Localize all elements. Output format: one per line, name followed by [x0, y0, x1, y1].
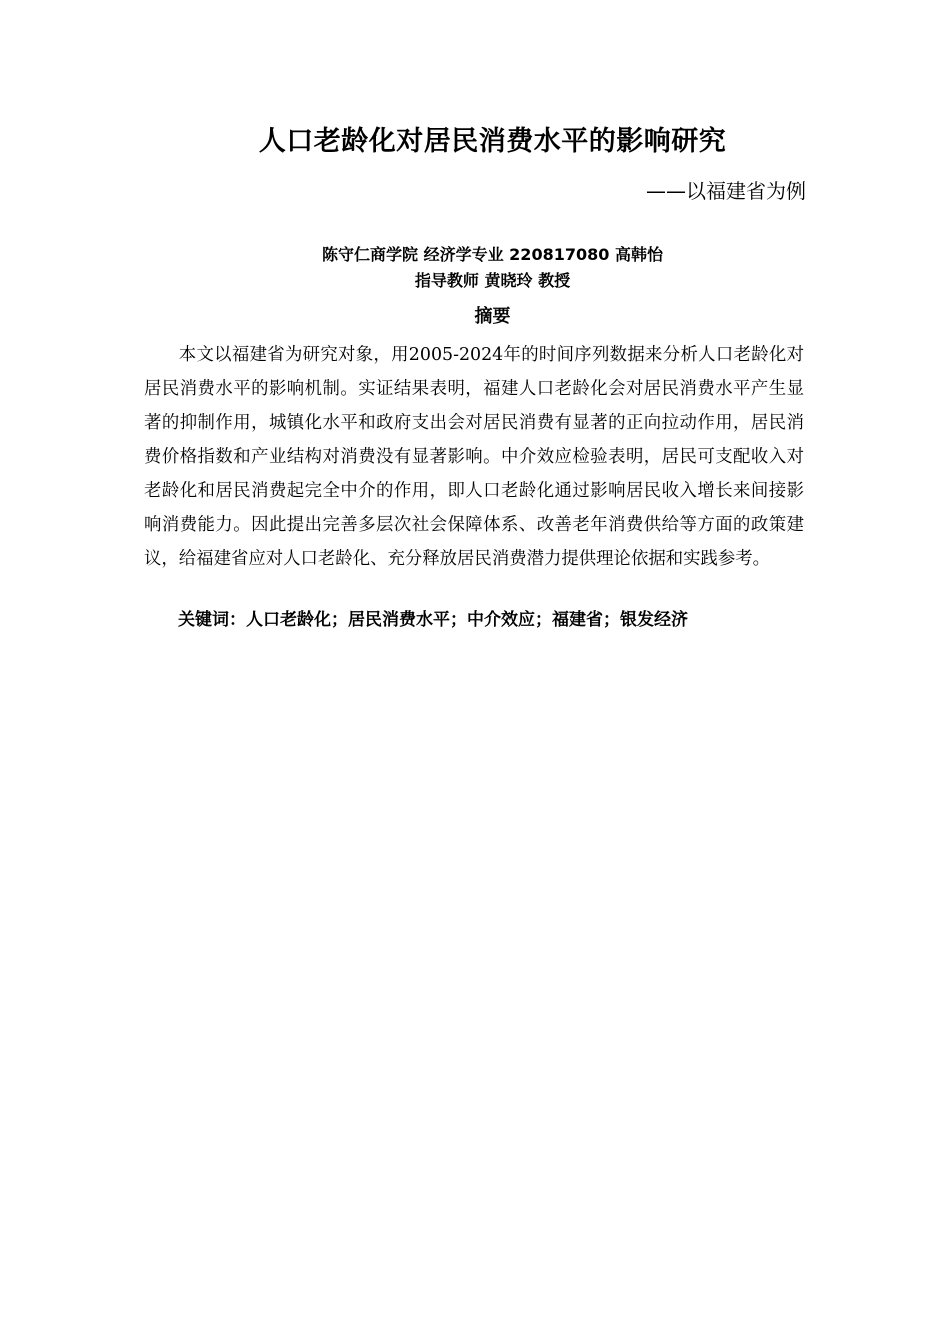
keywords-line: 关键词：人口老龄化；居民消费水平；中介效应；福建省；银发经济 [178, 610, 688, 630]
abstract-body: 本文以福建省为研究对象，用2005-2024年的时间序列数据来分析人口老龄化对居民消费水平的影响机制。实证结果表明，福建人口老龄化会对居民消费水平产生显著的抑制作用，城镇化水平和政府支出会对居民消费有显著的正向拉动作用，居民消费价格指数和产业结构对消费没有显著影响。中介效应检验表明，居民可支配收入对老龄化和居民消费起完全中介的作用，即人口老龄化通过影响居民收入增长来间接影响消费能力。因此提出完善多层次社会保障体系、改善老年消费供给等方面的政策建议，给福建省应对人口老龄化、充分释放居民消费潜力提供理论依据和实践参考。 [144, 345, 804, 569]
advisor-line: 指导教师 黄晓玲 教授 [414, 271, 571, 290]
author-line: 陈守仁商学院 经济学专业 220817080 高韩怡 [322, 245, 663, 264]
paper-title: 人口老龄化对居民消费水平的影响研究 [258, 126, 727, 157]
paper-subtitle: ——以福建省为例 [646, 179, 806, 203]
abstract-heading: 摘要 [474, 306, 511, 327]
